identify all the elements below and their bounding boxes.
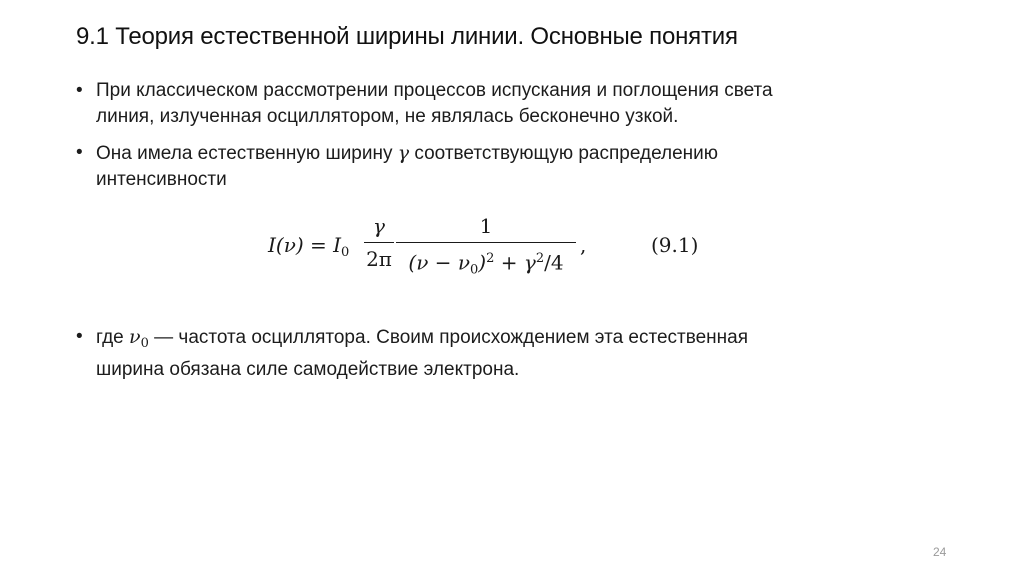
bullet-text-segment: — частота осциллятора. Своим происхождением эта естественная xyxy=(148,327,749,348)
equation-number: (9.1) xyxy=(651,233,699,257)
formula-fraction-gamma xyxy=(364,214,394,271)
bullet-text xyxy=(96,140,916,193)
fraction-bar xyxy=(396,242,576,243)
nu-subscript: 0 xyxy=(140,336,149,351)
formula-comma: , xyxy=(580,233,587,257)
formula-9-1 xyxy=(268,214,598,284)
bullet-text xyxy=(96,324,916,383)
gamma-symbol: γ xyxy=(397,142,410,164)
bullet-text-segment: соответствующую распределению xyxy=(409,143,719,164)
bullet-dot: • xyxy=(76,80,83,101)
fraction-denominator: $(\nu - \nu_0)^2 + \gamma^2/4$ xyxy=(408,250,564,278)
slide-title: 9.1 Теория естественной ширины линии. Основные понятия xyxy=(76,23,738,50)
fraction-bar xyxy=(364,242,394,243)
bullet-line xyxy=(96,140,916,167)
bullet-line xyxy=(96,324,916,357)
fraction-denominator: 2π xyxy=(366,247,392,271)
fraction-numerator: γ xyxy=(373,214,385,238)
bullet-text-segment: Она имела естественную ширину xyxy=(96,143,398,164)
bullet-dot: • xyxy=(76,142,83,163)
bullet-line: ширина обязана силе самодействие электрона. xyxy=(96,359,520,380)
bullet-line: линия, излученная осциллятором, не являлась бесконечно узкой. xyxy=(96,106,679,127)
nu-symbol: ν xyxy=(129,326,141,348)
bullet-text xyxy=(96,78,916,130)
bullet-line: При классическом рассмотрении процессов испускания и поглощения света xyxy=(96,80,773,101)
fraction-numerator: 1 xyxy=(479,214,493,238)
bullet-line: интенсивности xyxy=(96,169,227,190)
formula-lhs: $I(\nu) = I_0$ xyxy=(268,233,350,260)
formula-fraction-lorentz xyxy=(396,214,576,283)
page-number: 24 xyxy=(933,545,947,559)
bullet-text-segment: где xyxy=(96,327,130,348)
bullet-dot: • xyxy=(76,326,83,347)
